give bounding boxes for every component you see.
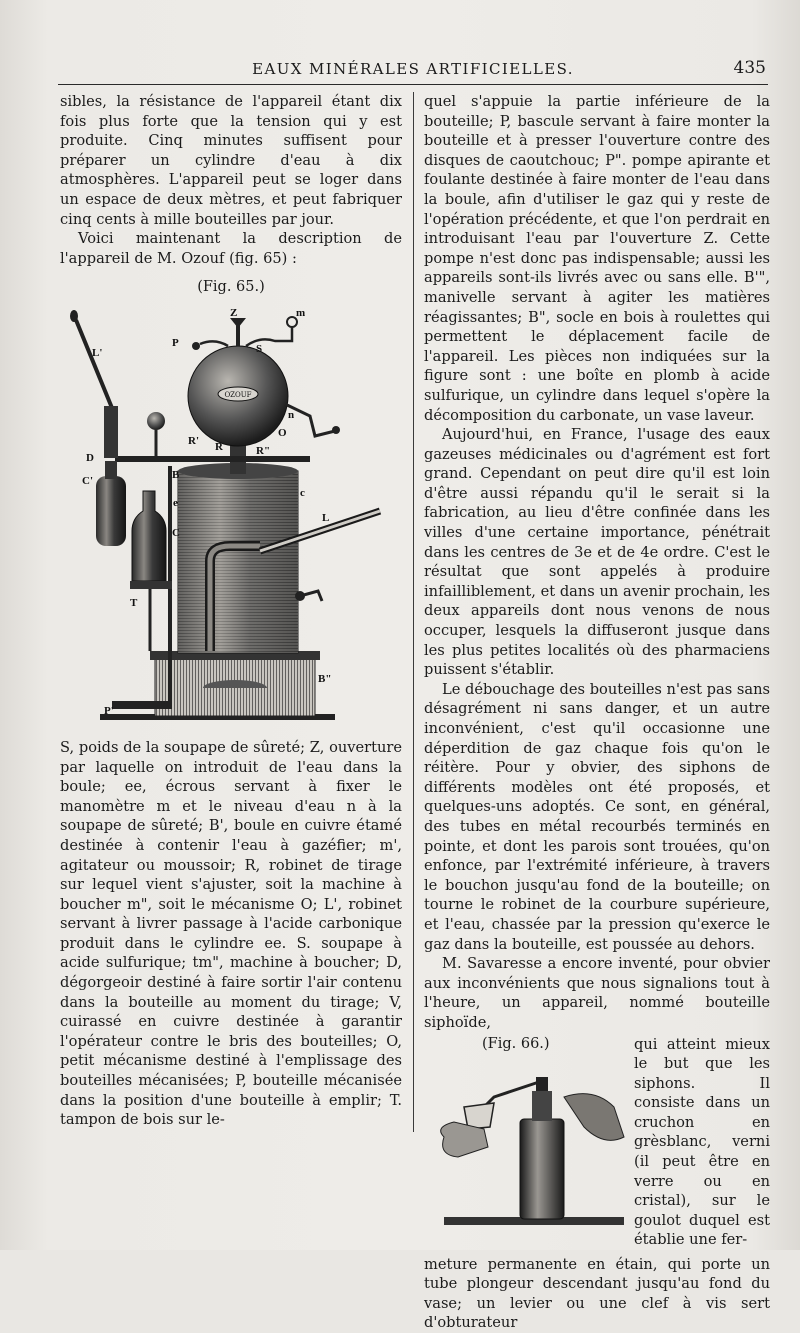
paragraph: meture permanente en étain, qui porte un tube plongeur descendant jusqu'au fond du vase; un levier ou une clef à vis sert d'obturateur: [424, 1255, 770, 1332]
fig-label-C: C: [172, 526, 180, 539]
figure-65-ozouf-apparatus: [60, 306, 402, 726]
column-divider: [413, 92, 414, 1132]
paragraph: M. Savaresse a encore inventé, pour obvier aux inconvénients que nous signalions tout à l'heure, un appareil, nommé bouteille siphoïde,: [424, 955, 770, 1031]
paragraph: Le débouchage des bouteilles n'est pas sans désagrément ni sans danger, et un autre inconvénient, c'est qu'il occasionne une déperdition de gaz chaque fois qu'on le réitère. Pour y obvier, des siphons de différents modèles ont été proposés, et quelques-uns adoptés. Ce sont, en général, des tubes en métal recourbés terminés en pointe, et dont les parois sont trouées, qu'on enfonce, par l'extrémité inférieure, à travers le bouchon jusqu'au fond de la bouteille; on tourne le robinet de la courbure supérieure, et l'eau, chassée par la pression qu'exerce le gaz dans la bouteille, est poussée au dehors.: [424, 680, 770, 953]
figure-66-caption: (Fig. 66.): [482, 1035, 550, 1052]
left-column: [60, 92, 402, 1130]
nameplate-label: OZOUF: [224, 390, 252, 399]
fig-label-T: T: [130, 596, 138, 609]
fig-label-e: e: [173, 496, 178, 509]
paragraph: Voici maintenant la description de l'appareil de M. Ozouf (fig. 65) :: [60, 230, 402, 267]
fig-label-m: m: [296, 306, 306, 319]
fig-label-D: D: [86, 451, 94, 464]
fig-label-L: L: [322, 511, 330, 524]
figure-66-block: [424, 1035, 770, 1255]
fig-label-B: B: [172, 468, 180, 481]
figure-66-wrap-text: qui atteint mieux le but que les siphons. Il consiste dans un cruchon en grèsblanc, verni (il peut être en verre ou en cristal), sur le goulot duquel est établie une fer-: [634, 1035, 770, 1249]
fig-label-R: R: [215, 440, 223, 453]
paragraph: sibles, la résistance de l'appareil étant dix fois plus forte que la tension qui y est produite. Cinq minutes suffisent pour préparer un cylindre d'eau à dix atmosphères. L'appareil peut se loger dans un espace de deux mètres, et peut fabriquer cinq cents à mille bouteilles par jour.: [60, 93, 402, 228]
fig-label-Z: Z: [230, 306, 238, 319]
figure-66-siphon-bottle: [424, 1067, 630, 1237]
paragraph: Aujourd'hui, en France, l'usage des eaux gazeuses médicinales ou d'agrément est fort grand. Cependant on peut dire qu'il est loin d'être aussi répandu qu'il le serait si la fabrication, au lieu d'être confinée dans les villes d'une certaine importance, pénétrait dans les centres de 3e et de 4e ordre. C'est le résultat que sont appelés à produire infailliblement, et dans un avenir prochain, les deux appareils dont nous venons de nous occuper, lesquels la diffuseront jusque dans les plus petites localités où des pharmaciens puissent s'établir.: [424, 426, 770, 679]
page-number: 435: [733, 58, 766, 78]
fig-label-S: S: [256, 342, 263, 355]
fig-label-R-prime: R': [188, 434, 199, 447]
figure-65-caption: (Fig. 65.): [197, 279, 265, 296]
fig-label-n: n: [288, 408, 295, 421]
fig-label-L-prime: L': [92, 346, 103, 359]
fig-label-c: c: [300, 486, 305, 499]
paragraph: quel s'appuie la partie inférieure de la bouteille; P, bascule servant à faire monter la bouteille et à presser l'ouverture contre des disques de caoutchouc; P". pompe apirante et foulante destinée à faire monter de l'eau dans la boule, afin d'utiliser le gaz qui y reste de l'opération précédente, et que l'on perdrait en introduisant l'eau par l'ouverture Z. Cette pompe n'est donc pas indispensable; aussi les appareils sont-ils livrés avec ou sans elle. B'", manivelle servant à agiter les matières réagissantes; B", socle en bois à roulettes qui permettent le déplacement facile de l'appareil. Les pièces non indiquées sur la figure sont : une boîte en plomb à acide sulfurique, un cylindre dans lequel s'opère la décomposition du carbonate, un vase laveur.: [424, 93, 770, 424]
fig-label-B-dprime: B": [318, 672, 332, 685]
paragraph-legend: S, poids de la soupape de sûreté; Z, ouverture par laquelle on introduit de l'eau dans la boule; ee, écrous servant à fixer le manomètre m et le niveau d'eau n à la soupape de sûreté; B', boule en cuivre étamé destinée à contenir l'eau à gazéfier; m', agitateur ou moussoir; R, robinet de tirage sur lequel vient s'ajuster, soit la machine à boucher m", soit le mécanisme O; L', robinet servant à livrer passage à l'acide carbonique produit dans le cylindre ee. S. soupape à acide sulfurique; tm", machine à boucher; D, dégorgeoir destiné à faire sortir l'air contenu dans la bouteille au moment du tirage; V, cuirassé en cuivre destinée à garantir l'opérateur contre le bris des bouteilles; O, petit mécanisme destiné à l'emplissage des bouteilles mécanisées; P, bouteille mécanisée dans la position d'une bouteille à emplir; T. tampon de bois sur le-: [60, 738, 402, 1129]
fig-label-R-dprime: R": [256, 444, 271, 457]
fig-label-P-prime: P': [104, 704, 114, 717]
fig-label-o: O: [278, 426, 287, 439]
fig-label-P: P: [172, 336, 179, 349]
fig-label-C-prime: C': [82, 474, 93, 487]
running-header: [58, 58, 768, 85]
running-title: EAUX MINÉRALES ARTIFICIELLES.: [252, 60, 574, 78]
right-column: [424, 92, 770, 1333]
